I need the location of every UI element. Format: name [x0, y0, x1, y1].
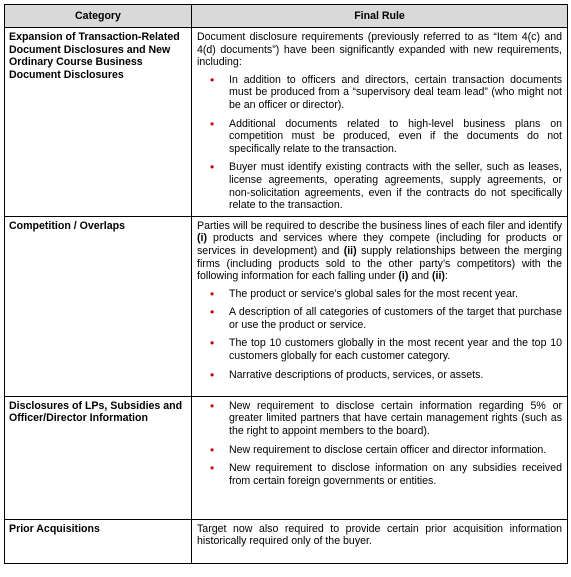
list-item [210, 305, 562, 331]
bullet-icon: • [210, 398, 215, 413]
bullet-icon: • [210, 305, 215, 320]
intro-marker: (i) [197, 232, 207, 245]
list-item [210, 160, 562, 212]
final-rule-cell: Target now also required to provide certain prior acquisition information historically required only of the buyer. [192, 519, 568, 563]
intro-text: Parties will be required to describe the business lines of each filer and identify [197, 219, 562, 232]
table-header-row [5, 5, 568, 28]
category-cell: Prior Acquisitions [5, 519, 192, 563]
list-item [210, 398, 562, 438]
final-rule-cell [192, 216, 568, 396]
bullet-text: New requirement to disclose certain officer and director information. [229, 443, 547, 456]
column-header-category: Category [5, 5, 192, 28]
bullet-icon: • [210, 116, 215, 131]
intro-text: and [408, 270, 432, 283]
rule-intro [197, 220, 562, 283]
final-rule-cell [192, 28, 568, 217]
rule-bullet-list [197, 400, 562, 488]
bullet-text: The product or service’s global sales for the most recent year. [229, 287, 518, 300]
bullet-icon: • [210, 286, 215, 301]
intro-marker: (ii) [343, 244, 357, 257]
intro-text: products and services where they compete (including for products or services in development) and [197, 232, 562, 257]
bullet-text: New requirement to disclose certain information regarding 5% or greater limited partners that have certain management rights (such as the right to appoint members to the board). [229, 399, 562, 437]
category-cell: Disclosures of LPs, Subsidies and Officer/Director Information [5, 396, 192, 519]
bullet-text: The top 10 customers globally in the most recent year and the top 10 customers globally for each customer category. [229, 337, 562, 363]
bullet-text: New requirement to disclose information on any subsidies received from certain foreign governments or entities. [229, 462, 562, 487]
table-row [5, 519, 568, 563]
list-item [210, 442, 562, 457]
bullet-icon: • [210, 160, 215, 175]
intro-marker: (ii) [431, 270, 445, 283]
bullet-icon: • [210, 336, 215, 351]
intro-text: : [444, 270, 448, 283]
list-item [210, 286, 562, 301]
category-cell: Competition / Overlaps [5, 216, 192, 396]
bullet-icon: • [210, 461, 215, 476]
list-item [210, 461, 562, 487]
list-item [210, 336, 562, 363]
bullet-icon: • [210, 72, 215, 87]
list-item [210, 367, 562, 382]
list-item [210, 116, 562, 156]
bullet-text: A description of all categories of customers of the target that purchase or use the product or service. [229, 306, 562, 331]
rules-table [4, 4, 568, 564]
table-row [5, 396, 568, 519]
bullet-icon: • [210, 367, 215, 382]
list-item [210, 72, 562, 112]
intro-marker: (i) [398, 270, 409, 283]
bullet-text: In addition to officers and directors, certain transaction documents must be produced from a “supervisory deal team lead” (who might not be an officer or director). [229, 73, 562, 111]
intro-text: supply relationships between the merging firms (including products sold to the other party’s competitors) with the following information for each falling under [197, 244, 562, 283]
category-cell: Expansion of Transaction-Related Document Disclosures and New Ordinary Course Business Document Disclosures [5, 28, 192, 217]
column-header-final-rule: Final Rule [192, 5, 568, 28]
bullet-text: Narrative descriptions of products, services, or assets. [229, 368, 484, 381]
rule-bullet-list [197, 288, 562, 382]
final-rule-cell [192, 396, 568, 519]
rule-intro: Document disclosure requirements (previously referred to as “Item 4(c) and 4(d) documents”) have been significantly expanded with new requirements, including: [197, 31, 562, 69]
bullet-text: Additional documents related to high-level business plans on competition must be produced, even if the documents do not specifically relate to the transaction. [229, 117, 562, 155]
bullet-icon: • [210, 442, 215, 457]
table-row [5, 28, 568, 217]
rule-bullet-list [197, 74, 562, 212]
table-row [5, 216, 568, 396]
bullet-text: Buyer must identify existing contracts with the seller, such as leases, license agreements, operating agreements, supply agreements, or non-solicitation agreements, even if the contracts do not specifically relate to the transaction. [229, 161, 562, 212]
